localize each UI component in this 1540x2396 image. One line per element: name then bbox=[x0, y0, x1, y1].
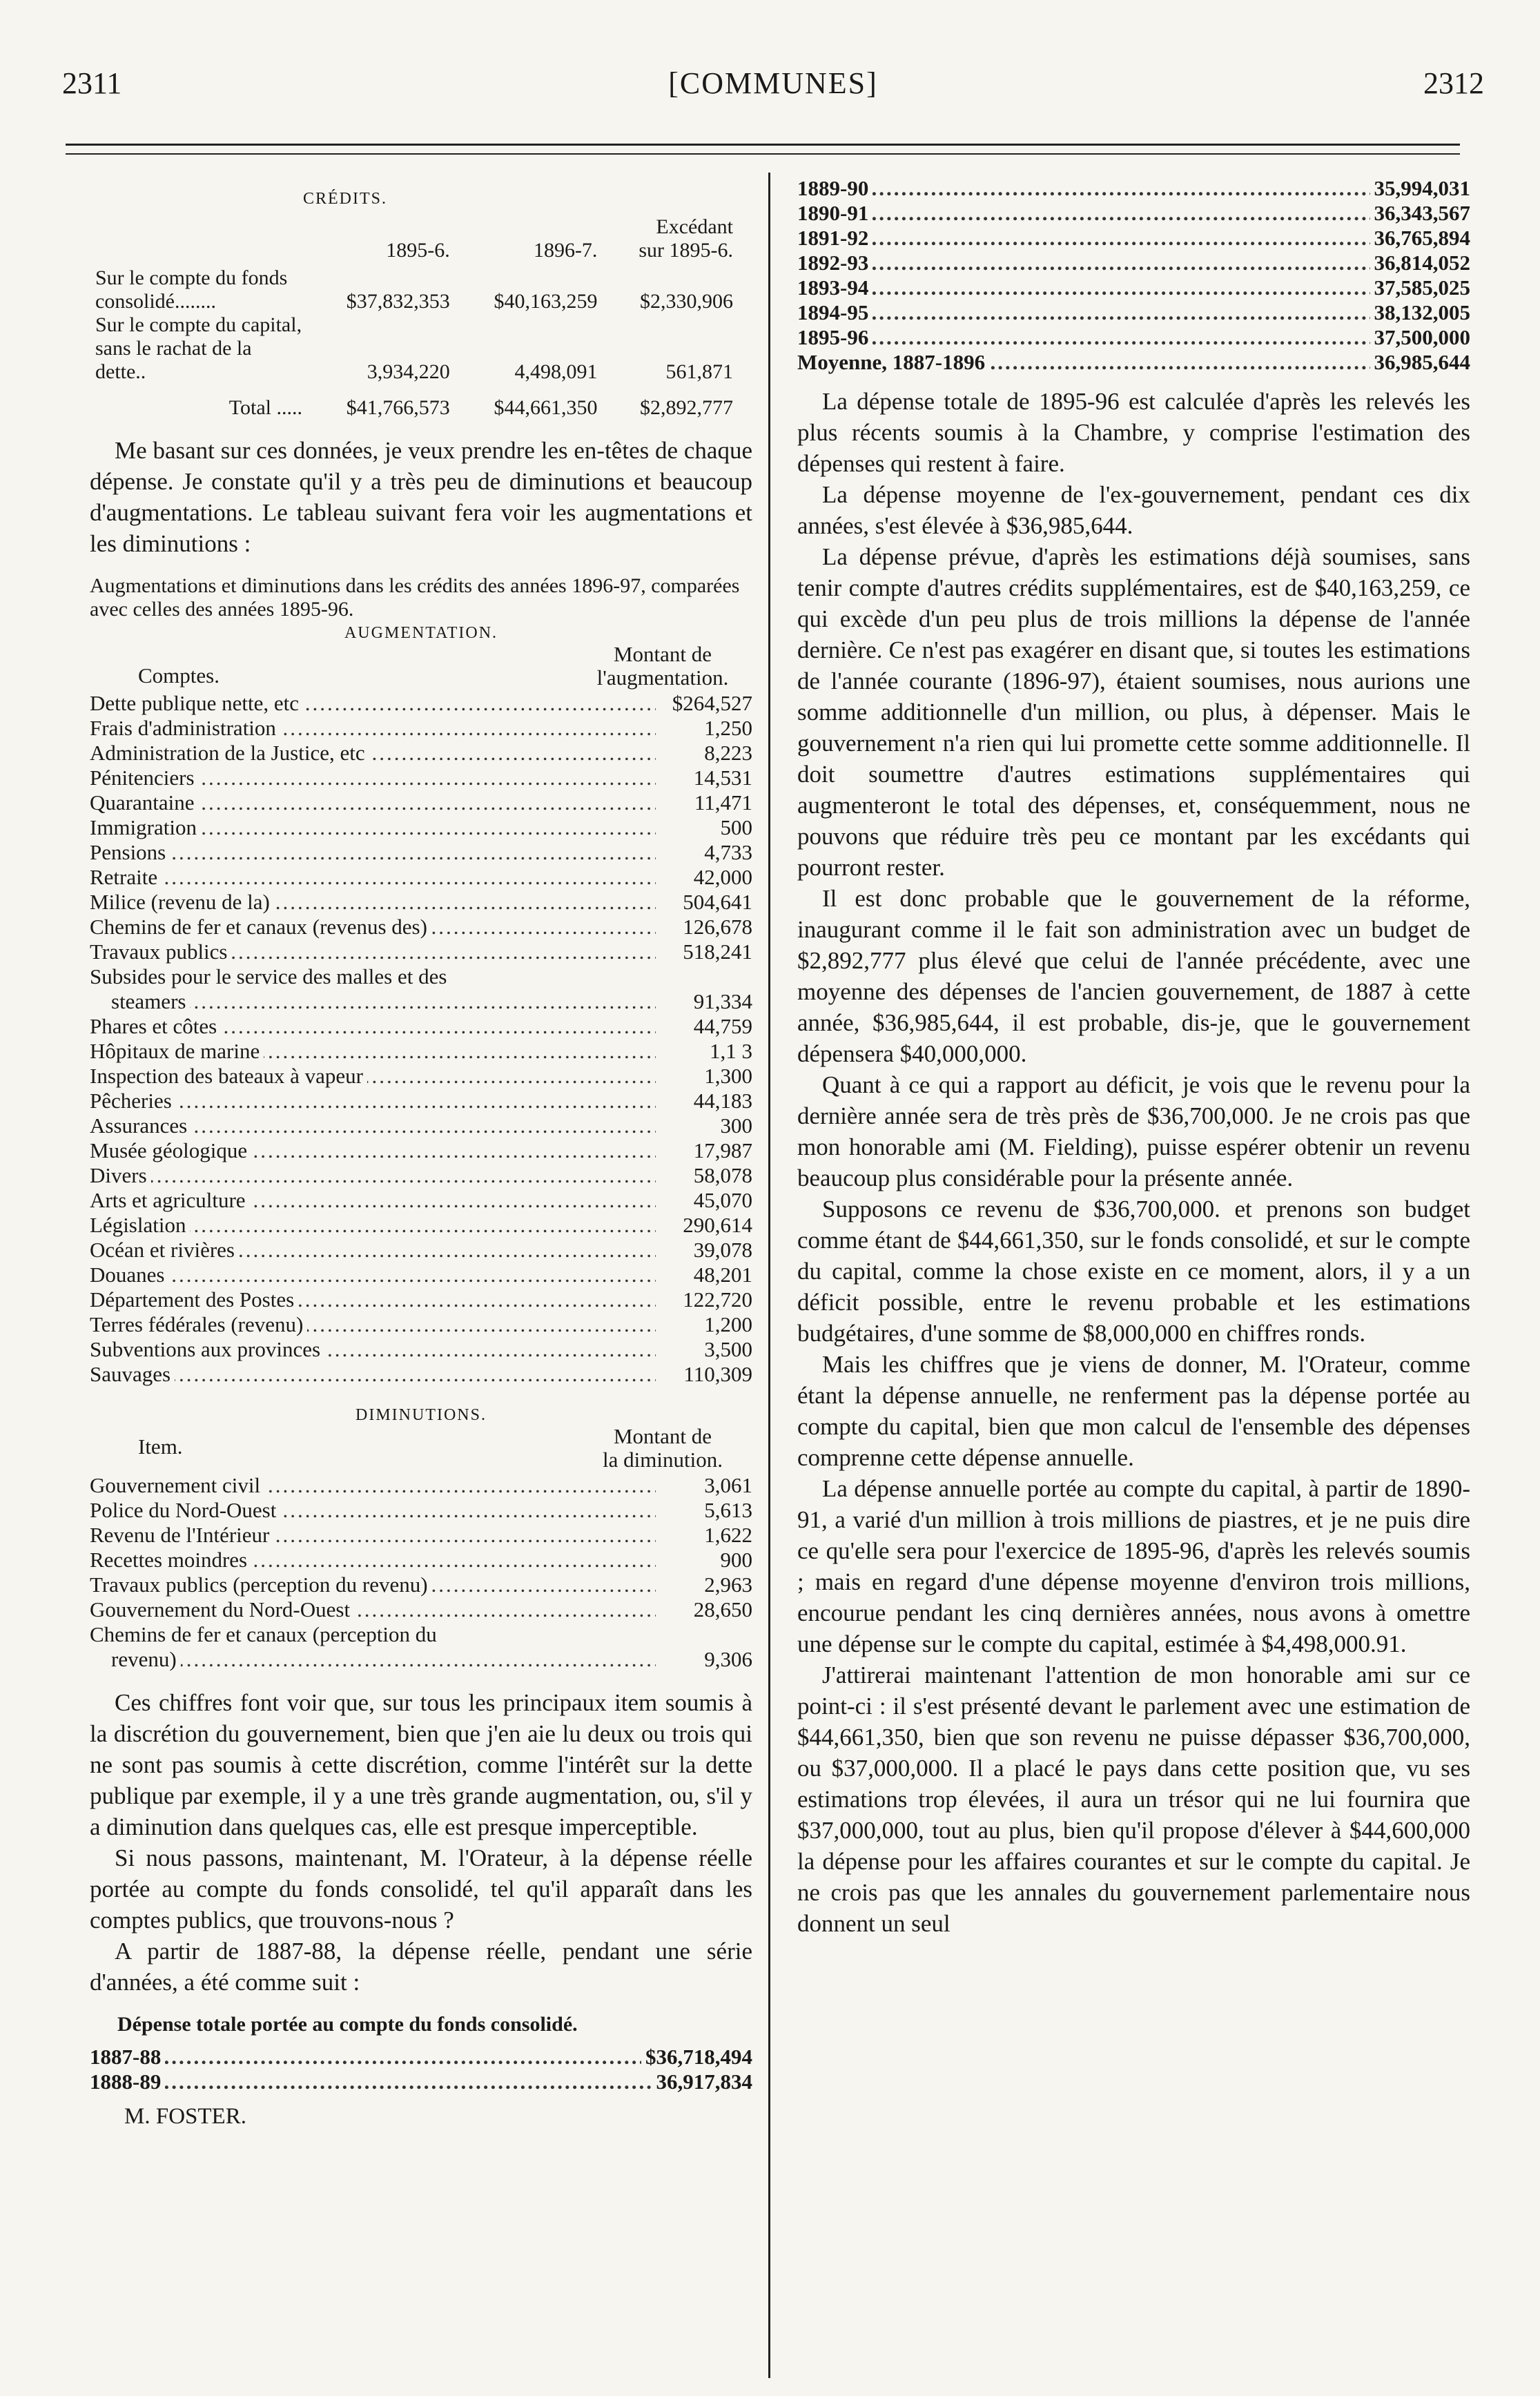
paragraph: Si nous passons, maintenant, M. l'Orateur, à la dépense réelle portée au compte du fonds consolidé, tel qu'il apparaît dans les comptes publics, que trouvons-nous ? bbox=[90, 1844, 752, 1934]
table-row bbox=[90, 1498, 752, 1523]
row-value: 3,061 bbox=[700, 1473, 752, 1498]
table-row bbox=[90, 1263, 752, 1287]
table-row bbox=[90, 790, 752, 815]
page-header bbox=[62, 66, 1484, 114]
row-value: 44,183 bbox=[690, 1089, 752, 1113]
row-label: Arts et agriculture bbox=[90, 1188, 250, 1213]
row-label: Administration de la Justice, etc bbox=[90, 741, 369, 766]
table-row bbox=[90, 1163, 752, 1188]
paragraph: La dépense moyenne de l'ex-gouvernement, pendant ces dix années, s'est élevée à $36,985,644. bbox=[797, 481, 1470, 539]
table-row bbox=[797, 251, 1470, 275]
row-value: 5,613 bbox=[700, 1498, 752, 1523]
row-label: Inspection des bateaux à vapeur bbox=[90, 1064, 367, 1089]
table-row bbox=[90, 1523, 752, 1548]
row-value: 39,078 bbox=[690, 1238, 752, 1263]
row-value: 17,987 bbox=[690, 1138, 752, 1163]
row-value: 1,622 bbox=[700, 1523, 752, 1548]
row-label: 1890-91 bbox=[797, 201, 873, 226]
depense-title: Dépense totale portée au compte du fonds consolidé. bbox=[117, 2013, 578, 2036]
row-label: Chemins de fer et canaux (perception du bbox=[90, 1622, 441, 1647]
row-value: 11,471 bbox=[690, 790, 752, 815]
table-row bbox=[90, 815, 752, 840]
row-label: 1892-93 bbox=[797, 251, 873, 275]
table-row bbox=[90, 1238, 752, 1263]
row-value: 45,070 bbox=[690, 1188, 752, 1213]
row-value: 290,614 bbox=[679, 1213, 752, 1238]
paragraph: Quant à ce qui a rapport au déficit, je vois que le revenu pour la dernière année sera de très près de $36,700,000. Je ne crois pas que mon honorable ami (M. Fielding), puisse espérer obtenir un revenu beaucoup plus considérable pour la présente année. bbox=[797, 1071, 1470, 1191]
table-row bbox=[797, 201, 1470, 226]
credits-row bbox=[90, 262, 739, 313]
credits-total-value: $44,661,350 bbox=[494, 396, 598, 419]
col-montant-a: Montant de bbox=[613, 1424, 712, 1448]
col-montant-b: l'augmentation. bbox=[596, 665, 729, 690]
table-row bbox=[90, 865, 752, 890]
row-label: Revenu de l'Intérieur bbox=[90, 1523, 273, 1548]
row-value: 91,334 bbox=[690, 989, 752, 1014]
row-value: 28,650 bbox=[690, 1597, 752, 1622]
table-row bbox=[90, 915, 752, 939]
row-label: 1893-94 bbox=[797, 275, 873, 300]
row-label: Retraite bbox=[90, 865, 162, 890]
credits-row-value: 561,871 bbox=[665, 360, 733, 383]
depense-list-continued bbox=[797, 176, 1470, 375]
right-column bbox=[797, 176, 1470, 1939]
diminution-list bbox=[90, 1473, 752, 1672]
credits-header-row bbox=[90, 215, 739, 262]
diminution-col-headers bbox=[90, 1425, 752, 1473]
row-value: 126,678 bbox=[679, 915, 752, 939]
row-label: Législation bbox=[90, 1213, 190, 1238]
row-value: 38,132,005 bbox=[1370, 300, 1471, 325]
row-value: 36,343,567 bbox=[1370, 201, 1471, 226]
table-row bbox=[90, 1188, 752, 1213]
row-value: 37,585,025 bbox=[1370, 275, 1471, 300]
page-number-right: 2312 bbox=[1423, 66, 1484, 100]
table-row bbox=[90, 766, 752, 790]
row-value: 36,985,644 bbox=[1370, 350, 1471, 375]
table-row bbox=[90, 1312, 752, 1337]
row-label: Dette publique nette, etc bbox=[90, 691, 303, 716]
row-value: 122,720 bbox=[679, 1287, 752, 1312]
row-value: 9,306 bbox=[700, 1647, 752, 1672]
row-label: Subventions aux provinces bbox=[90, 1337, 324, 1362]
table-row bbox=[90, 939, 752, 964]
table-row bbox=[797, 275, 1470, 300]
table-row bbox=[90, 1548, 752, 1572]
table-title: Augmentations et diminutions dans les crédits des années 1896-97, comparées avec celles des années 1895-96. bbox=[90, 574, 740, 621]
table-row bbox=[90, 890, 752, 915]
row-label: Divers bbox=[90, 1163, 151, 1188]
row-label: Département des Postes bbox=[90, 1287, 298, 1312]
table-row bbox=[90, 964, 752, 989]
credits-heading: CRÉDITS. bbox=[302, 190, 387, 208]
row-value: 1,300 bbox=[700, 1064, 752, 1089]
row-label: Milice (revenu de la) bbox=[90, 890, 274, 915]
row-label: Chemins de fer et canaux (revenus des) bbox=[90, 915, 431, 939]
row-value: 8,223 bbox=[700, 741, 752, 766]
credits-total-label: Total ..... bbox=[228, 396, 302, 419]
col-montant-b: la diminution. bbox=[603, 1448, 723, 1472]
table-row bbox=[90, 1572, 752, 1597]
row-label: steamers bbox=[90, 989, 190, 1014]
credits-total-row bbox=[90, 384, 739, 420]
credits-row-value: $37,832,353 bbox=[346, 290, 450, 313]
row-value: 58,078 bbox=[690, 1163, 752, 1188]
row-label: Hôpitaux de marine bbox=[90, 1039, 264, 1064]
running-title: [COMMUNES] bbox=[668, 66, 878, 100]
row-value: 900 bbox=[717, 1548, 753, 1572]
credits-row-value: 3,934,220 bbox=[367, 360, 450, 383]
table-row bbox=[90, 1113, 752, 1138]
table-row bbox=[90, 1473, 752, 1498]
row-label: Douanes bbox=[90, 1263, 168, 1287]
row-label: 1894-95 bbox=[797, 300, 873, 325]
row-value: 44,759 bbox=[690, 1014, 752, 1039]
page-number-left: 2311 bbox=[62, 66, 122, 100]
depense-list bbox=[90, 2045, 752, 2094]
row-value: 42,000 bbox=[690, 865, 752, 890]
credits-row-value: 4,498,091 bbox=[514, 360, 598, 383]
paragraph: La dépense totale de 1895-96 est calculée d'après les relevés les plus récents soumis à la Chambre, y comprise l'estimation des dépenses qui restent à faire. bbox=[797, 388, 1470, 477]
credits-total-value: $41,766,573 bbox=[346, 396, 450, 419]
column-divider bbox=[768, 173, 770, 2378]
row-label: Gouvernement du Nord-Ouest bbox=[90, 1597, 354, 1622]
row-value: 48,201 bbox=[690, 1263, 752, 1287]
row-label: Quarantaine bbox=[90, 790, 198, 815]
row-label: Terres fédérales (revenu) bbox=[90, 1312, 307, 1337]
row-label: Subsides pour le service des malles et des bbox=[90, 964, 451, 989]
row-value: 1,250 bbox=[700, 716, 752, 741]
credits-row-value: $2,330,906 bbox=[640, 290, 733, 313]
row-label: Phares et côtes bbox=[90, 1014, 221, 1039]
credits-col-1896: 1896-7. bbox=[533, 239, 598, 262]
col-montant-a: Montant de bbox=[613, 642, 712, 666]
paragraph: Mais les chiffres que je viens de donner, M. l'Orateur, comme étant la dépense annuelle, ne renferment pas la dépense portée au compte du capital, bien que mon calcul de l'ensemble des dépenses comprenne cette dépense annuelle. bbox=[797, 1351, 1470, 1471]
paragraph: Supposons ce revenu de $36,700,000. et prenons son budget comme étant de $44,661,350, sur le fonds consolidé, et sur le compte du capital, comme la chose existe en ce moment, alors, il y a un déficit possible, entre le revenu probable et les estimations budgétaires, d'une somme de $8,000,000 en chiffres ronds. bbox=[797, 1196, 1470, 1347]
row-value: 1,200 bbox=[700, 1312, 752, 1337]
row-label: Musée géologique bbox=[90, 1138, 251, 1163]
credits-row bbox=[90, 313, 739, 384]
paragraph: Ces chiffres font voir que, sur tous les principaux item soumis à la discrétion du gouvernement, bien que j'en aie lu deux ou trois qui ne sont pas soumis à cette discrétion, comme l'intérêt sur la dette publique par exemple, il y a une très grande augmentation, ou, s'il y a diminution dans quelques cas, elle est presque imperceptible. bbox=[90, 1689, 752, 1840]
table-row bbox=[90, 716, 752, 741]
table-row bbox=[90, 741, 752, 766]
table-row bbox=[797, 350, 1470, 375]
row-label: Sauvages bbox=[90, 1362, 175, 1387]
table-row bbox=[90, 1064, 752, 1089]
row-value: 36,917,834 bbox=[652, 2069, 753, 2094]
table-row bbox=[90, 840, 752, 865]
table-row bbox=[90, 1287, 752, 1312]
col-item: Item. bbox=[138, 1434, 183, 1459]
table-row bbox=[90, 989, 752, 1014]
row-value: 37,500,000 bbox=[1370, 325, 1471, 350]
row-value: 4,733 bbox=[700, 840, 752, 865]
row-label: Immigration bbox=[90, 815, 201, 840]
table-row bbox=[90, 2045, 752, 2069]
footer-speaker: M. FOSTER. bbox=[124, 2104, 246, 2129]
credits-col-excedant-b: sur 1895-6. bbox=[639, 239, 733, 262]
row-label: Pêcheries bbox=[90, 1089, 176, 1113]
row-value: 14,531 bbox=[690, 766, 752, 790]
diminution-heading: DIMINUTIONS. bbox=[355, 1406, 487, 1424]
table-row bbox=[797, 176, 1470, 201]
row-value: 1,1 3 bbox=[705, 1039, 752, 1064]
row-label: 1887-88 bbox=[90, 2045, 165, 2069]
table-row bbox=[90, 1622, 752, 1647]
paragraph: Me basant sur ces données, je veux prendre les en-têtes de chaque dépense. Je constate qu'il y a très peu de diminutions et beaucoup d'augmentations. Le tableau suivant fera voir les augmentations et les diminutions : bbox=[90, 437, 752, 557]
header-rule bbox=[66, 144, 1460, 146]
row-label: Travaux publics bbox=[90, 939, 232, 964]
row-label: Pénitenciers bbox=[90, 766, 199, 790]
table-row bbox=[90, 1647, 752, 1672]
row-value: 36,814,052 bbox=[1370, 251, 1471, 275]
credits-col-excedant-a: Excédant bbox=[656, 215, 733, 238]
row-value: 35,994,031 bbox=[1370, 176, 1471, 201]
paragraph: La dépense prévue, d'après les estimations déjà soumises, sans tenir compte d'autres crédits supplémentaires, est de $40,163,259, ce qui excède d'un peu plus de trois millions la dépense de l'année dernière. Ce n'est pas exagérer en disant que, si toutes les estimations de l'année courante (1896-97), étaient soumises, nous aurions une somme additionnelle d'un million, ou plus, à dépenser. Mais le gouvernement n'a rien qui lui promette cette somme additionnelle. Il doit soumettre d'autres estimations supplémentaires qui augmenteront le total des dépenses, et, conséquemment, nous ne pouvons que réduire très peu ce montant par les excédants qui pourront rester. bbox=[797, 543, 1470, 881]
row-value: $264,527 bbox=[668, 691, 752, 716]
row-label: 1888-89 bbox=[90, 2069, 165, 2094]
row-label: 1891-92 bbox=[797, 226, 873, 251]
row-label: Travaux publics (perception du revenu) bbox=[90, 1572, 432, 1597]
paragraph: Il est donc probable que le gouvernement de la réforme, inaugurant comme il le fait son administration avec un budget de $2,892,777 plus élevé que celui de l'année précédente, avec une moyenne des dépenses de l'ancien gouvernement, de 1887 à cette année, $36,985,644, il est probable, dis-je, que le gouvernement dépensera $40,000,000. bbox=[797, 885, 1470, 1067]
table-row bbox=[90, 1014, 752, 1039]
paragraph: La dépense annuelle portée au compte du capital, à partir de 1890-91, a varié d'un million à trois millions de piastres, et je ne puis dire ce qu'elle sera pour l'exercice de 1895-96, d'après les relevés soumis ; mais en regard d'une dépense moyenne d'environ trois millions, encourue pendant les cinq dernières années, nous avons à omettre une dépense sur le compte du capital, estimée à $4,498,000.91. bbox=[797, 1475, 1470, 1657]
credits-row-label: Sur le compte du capital, sans le rachat de la dette.. bbox=[95, 313, 302, 383]
credits-row-value: $40,163,259 bbox=[494, 290, 598, 313]
row-label: Gouvernement civil bbox=[90, 1473, 264, 1498]
header-rule-thin bbox=[66, 153, 1460, 155]
row-value: 110,309 bbox=[679, 1362, 752, 1387]
table-row bbox=[90, 1213, 752, 1238]
table-row bbox=[90, 1039, 752, 1064]
table-row bbox=[90, 1138, 752, 1163]
row-label: Frais d'administration bbox=[90, 716, 280, 741]
credits-row-label: Sur le compte du fonds consolidé........ bbox=[95, 266, 288, 313]
credits-total-value: $2,892,777 bbox=[640, 396, 733, 419]
table-row bbox=[90, 1337, 752, 1362]
row-value: 2,963 bbox=[700, 1572, 752, 1597]
row-value: 36,765,894 bbox=[1370, 226, 1471, 251]
row-label: revenu) bbox=[90, 1647, 181, 1672]
table-row bbox=[90, 1597, 752, 1622]
row-label: 1889-90 bbox=[797, 176, 873, 201]
table-row bbox=[797, 325, 1470, 350]
table-row bbox=[797, 226, 1470, 251]
augmentation-list bbox=[90, 691, 752, 1387]
table-row bbox=[90, 691, 752, 716]
table-row bbox=[90, 1362, 752, 1387]
paragraph: J'attirerai maintenant l'attention de mon honorable ami sur ce point-ci : il s'est présenté devant le parlement avec une estimation de $44,661,350, bien que son revenu ne puisse dépasser $36,700,000, ou $37,000,000. Il a placé le pays dans cette position que, vu ses estimations trop élevées, il aura un trésor qui ne lui fournira que $37,000,000, tout au plus, bien qu'il propose d'élever à $44,600,000 la dépense pour les affaires courantes et sur le compte du capital. Je ne crois pas que les annales du gouvernement parlementaire nous donnent un seul bbox=[797, 1662, 1470, 1937]
row-value: 3,500 bbox=[700, 1337, 752, 1362]
row-label: Pensions bbox=[90, 840, 170, 865]
row-value: 500 bbox=[717, 815, 753, 840]
credits-table bbox=[90, 215, 739, 420]
row-value: 518,241 bbox=[679, 939, 752, 964]
table-row bbox=[797, 300, 1470, 325]
row-label: Moyenne, 1887-1896 bbox=[797, 350, 989, 375]
row-value: $36,718,494 bbox=[641, 2045, 752, 2069]
row-label: Recettes moindres bbox=[90, 1548, 251, 1572]
table-row bbox=[90, 1089, 752, 1113]
row-label: Assurances bbox=[90, 1113, 191, 1138]
augmentation-heading: AUGMENTATION. bbox=[344, 624, 498, 642]
right-text bbox=[797, 386, 1470, 1939]
augmentation-col-headers bbox=[90, 643, 752, 691]
row-label: 1895-96 bbox=[797, 325, 873, 350]
left-column bbox=[90, 176, 752, 2130]
row-value: 300 bbox=[717, 1113, 753, 1138]
table-row bbox=[90, 2069, 752, 2094]
row-label: Océan et rivières bbox=[90, 1238, 239, 1263]
credits-col-1895: 1895-6. bbox=[386, 239, 450, 262]
col-comptes: Comptes. bbox=[138, 663, 220, 688]
row-label: Police du Nord-Ouest bbox=[90, 1498, 280, 1523]
paragraph: A partir de 1887-88, la dépense réelle, pendant une série d'années, a été comme suit : bbox=[90, 1938, 752, 1996]
row-value: 504,641 bbox=[679, 890, 752, 915]
